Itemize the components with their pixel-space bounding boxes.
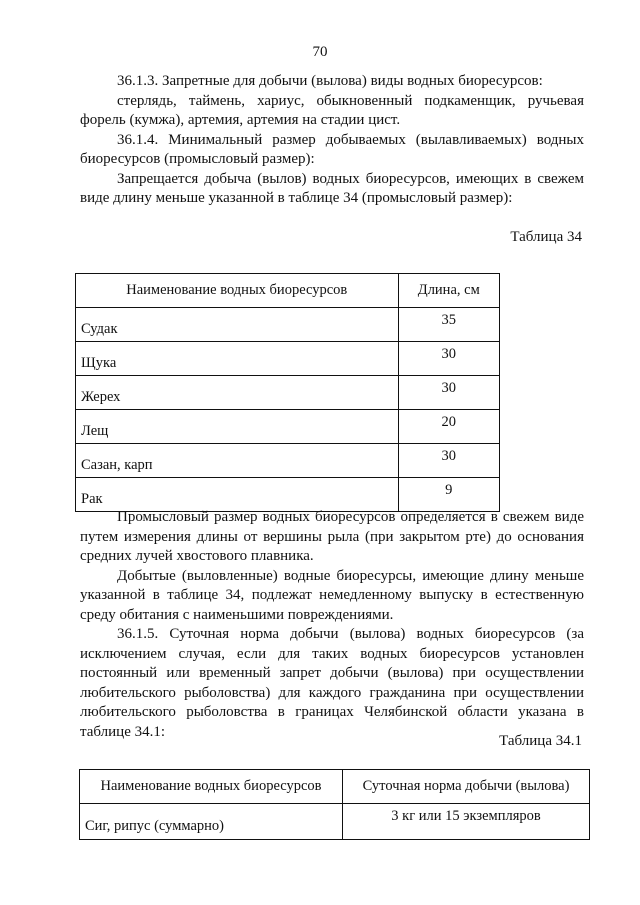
species-length: 30 — [398, 444, 499, 478]
page-number: 70 — [312, 44, 328, 60]
species-name: Сазан, карп — [76, 444, 399, 478]
species-name: Жерех — [76, 376, 399, 410]
column-header-daily-limit: Суточная норма добычи (вылова) — [343, 770, 590, 804]
column-header-name: Наименование водных биоресурсов — [80, 770, 343, 804]
section-heading: 36.1.3. Запретные для добычи (вылова) виды водных биоресурсов: — [117, 73, 543, 89]
table-row — [76, 410, 500, 444]
species-length: 20 — [398, 410, 499, 444]
table-header-row — [76, 274, 500, 308]
species-length: 30 — [398, 342, 499, 376]
column-header-name: Наименование водных биоресурсов — [76, 274, 399, 308]
species-length: 30 — [398, 376, 499, 410]
daily-limit-value: 3 кг или 15 экземпляров — [343, 804, 590, 840]
table-row — [80, 804, 590, 840]
section-36-1-3 — [80, 72, 584, 209]
table-row — [76, 342, 500, 376]
table-row — [76, 444, 500, 478]
column-header-length: Длина, см — [398, 274, 499, 308]
species-name: Рак — [76, 478, 399, 512]
table-34 — [75, 273, 500, 512]
species-length: 9 — [398, 478, 499, 512]
species-name: Щука — [76, 342, 399, 376]
species-name: Судак — [76, 308, 399, 342]
species-name: Лещ — [76, 410, 399, 444]
paragraph: Промысловый размер водных биоресурсов определяется в свежем виде путем измерения длины от вершины рыла (при закрытом рте) до основания средних лучей хвостового плавника. — [80, 509, 584, 564]
table-row — [76, 376, 500, 410]
table-34-1 — [79, 769, 590, 840]
species-name: Сиг, рипус (суммарно) — [80, 804, 343, 840]
table-row — [76, 308, 500, 342]
table-header-row — [80, 770, 590, 804]
prohibited-species-list: стерлядь, таймень, хариус, обыкновенный подкаменщик, ручьевая форель (кумжа), артемия, артемия на стадии цист. — [80, 92, 584, 128]
species-length: 35 — [398, 308, 499, 342]
table-34-1-caption: Таблица 34.1 — [499, 733, 582, 749]
section-heading: 36.1.4. Минимальный размер добываемых (вылавливаемых) водных биоресурсов (промысловый размер): — [80, 131, 584, 167]
paragraph: Добытые (выловленные) водные биоресурсы, имеющие длину меньше указанной в таблице 34, подлежат немедленному выпуску в естественную среду обитания с наименьшими повреждениями. — [80, 567, 584, 623]
paragraph: Запрещается добыча (вылов) водных биоресурсов, имеющих в свежем виде длину меньше указанной в таблице 34 (промысловый размер): — [80, 170, 584, 206]
section-36-1-5: 36.1.5. Суточная норма добычи (вылова) водных биоресурсов (за исключением случая, если для таких водных биоресурсов установлен постоянный или временный запрет добычи (вылова) при осуществлении любительского рыболовства) для каждого гражданина при осуществлении любительского рыболовства в границах Челябинской области указана в таблице 34.1: — [80, 626, 584, 740]
table-row — [76, 478, 500, 512]
measurement-rules — [80, 508, 584, 742]
table-34-caption: Таблица 34 — [510, 229, 582, 245]
